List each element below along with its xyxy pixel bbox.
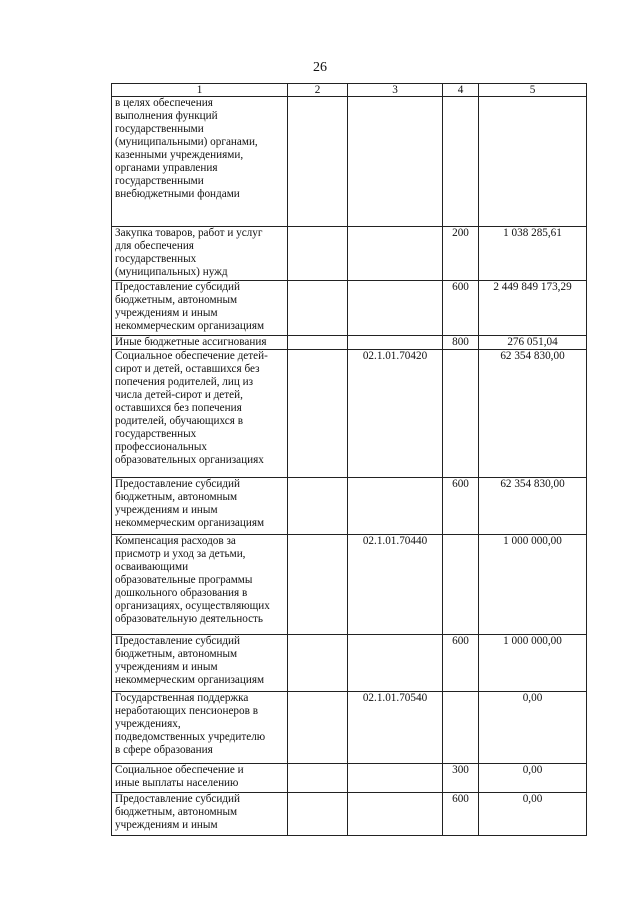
header-row (112, 84, 587, 97)
row-col2 (288, 227, 348, 281)
row-name: Предоставление субсидий бюджетным, автономным учреждениям и иным некоммерческим организациям (112, 635, 288, 692)
table-row (112, 97, 587, 227)
row-col2 (288, 692, 348, 764)
row-col2 (288, 635, 348, 692)
row-col2 (288, 281, 348, 336)
table-row (112, 635, 587, 692)
row-name: Закупка товаров, работ и услуг для обеспечения государственных (муниципальных) нужд (112, 227, 288, 281)
table-row (112, 692, 587, 764)
row-code (348, 97, 443, 227)
row-name: в целях обеспечения выполнения функций государственными (муниципальными) органами, казенными учреждениями, органами управления государственными внебюджетными фондами (112, 97, 288, 227)
row-type: 300 (443, 764, 479, 793)
budget-table (111, 83, 587, 836)
table-row (112, 350, 587, 478)
row-type (443, 97, 479, 227)
row-amount: 0,00 (479, 692, 587, 764)
row-amount: 2 449 849 173,29 (479, 281, 587, 336)
row-amount: 276 051,04 (479, 336, 587, 350)
column-header-2: 2 (288, 84, 348, 97)
row-type: 200 (443, 227, 479, 281)
row-amount: 1 000 000,00 (479, 635, 587, 692)
column-header-5: 5 (479, 84, 587, 97)
column-header-3: 3 (348, 84, 443, 97)
column-header-4: 4 (443, 84, 479, 97)
row-amount: 62 354 830,00 (479, 350, 587, 478)
row-code: 02.1.01.70540 (348, 692, 443, 764)
row-code: 02.1.01.70440 (348, 535, 443, 635)
row-name: Социальное обеспечение детей- сирот и детей, оставшихся без попечения родителей, лиц из числа детей-сирот и детей, оставшихся без попечения родителей, обучающихся в государственных профессиональных образовательных организациях (112, 350, 288, 478)
row-code (348, 281, 443, 336)
row-name: Предоставление субсидий бюджетным, автономным учреждениям и иным некоммерческим организациям (112, 478, 288, 535)
row-amount: 1 038 285,61 (479, 227, 587, 281)
row-amount: 62 354 830,00 (479, 478, 587, 535)
row-type (443, 535, 479, 635)
table-row (112, 478, 587, 535)
row-name: Социальное обеспечение и иные выплаты населению (112, 764, 288, 793)
row-code (348, 764, 443, 793)
row-type: 600 (443, 793, 479, 836)
row-col2 (288, 350, 348, 478)
row-amount: 1 000 000,00 (479, 535, 587, 635)
row-amount: 0,00 (479, 793, 587, 836)
page-number: 26 (313, 60, 327, 75)
row-col2 (288, 793, 348, 836)
row-amount: 0,00 (479, 764, 587, 793)
row-col2 (288, 97, 348, 227)
row-name: Компенсация расходов за присмотр и уход за детьми, осваивающими образовательные программы дошкольного образования в организациях, осуществляющих образовательную деятельность (112, 535, 288, 635)
row-name: Государственная поддержка неработающих пенсионеров в учреждениях, подведомственных учредителю в сфере образования (112, 692, 288, 764)
row-name: Предоставление субсидий бюджетным, автономным учреждениям и иным (112, 793, 288, 836)
row-col2 (288, 764, 348, 793)
row-col2 (288, 535, 348, 635)
table-row (112, 281, 587, 336)
row-col2 (288, 336, 348, 350)
row-type (443, 350, 479, 478)
row-code (348, 478, 443, 535)
row-col2 (288, 478, 348, 535)
column-header-1: 1 (112, 84, 288, 97)
table-row (112, 535, 587, 635)
row-name: Иные бюджетные ассигнования (112, 336, 288, 350)
row-type: 600 (443, 478, 479, 535)
row-type (443, 692, 479, 764)
table-row (112, 764, 587, 793)
table-row (112, 336, 587, 350)
row-amount (479, 97, 587, 227)
row-type: 800 (443, 336, 479, 350)
row-code (348, 635, 443, 692)
table-row (112, 793, 587, 836)
table-row (112, 227, 587, 281)
row-type: 600 (443, 281, 479, 336)
row-code (348, 793, 443, 836)
row-code (348, 336, 443, 350)
row-type: 600 (443, 635, 479, 692)
row-code (348, 227, 443, 281)
row-name: Предоставление субсидий бюджетным, автономным учреждениям и иным некоммерческим организациям (112, 281, 288, 336)
row-code: 02.1.01.70420 (348, 350, 443, 478)
